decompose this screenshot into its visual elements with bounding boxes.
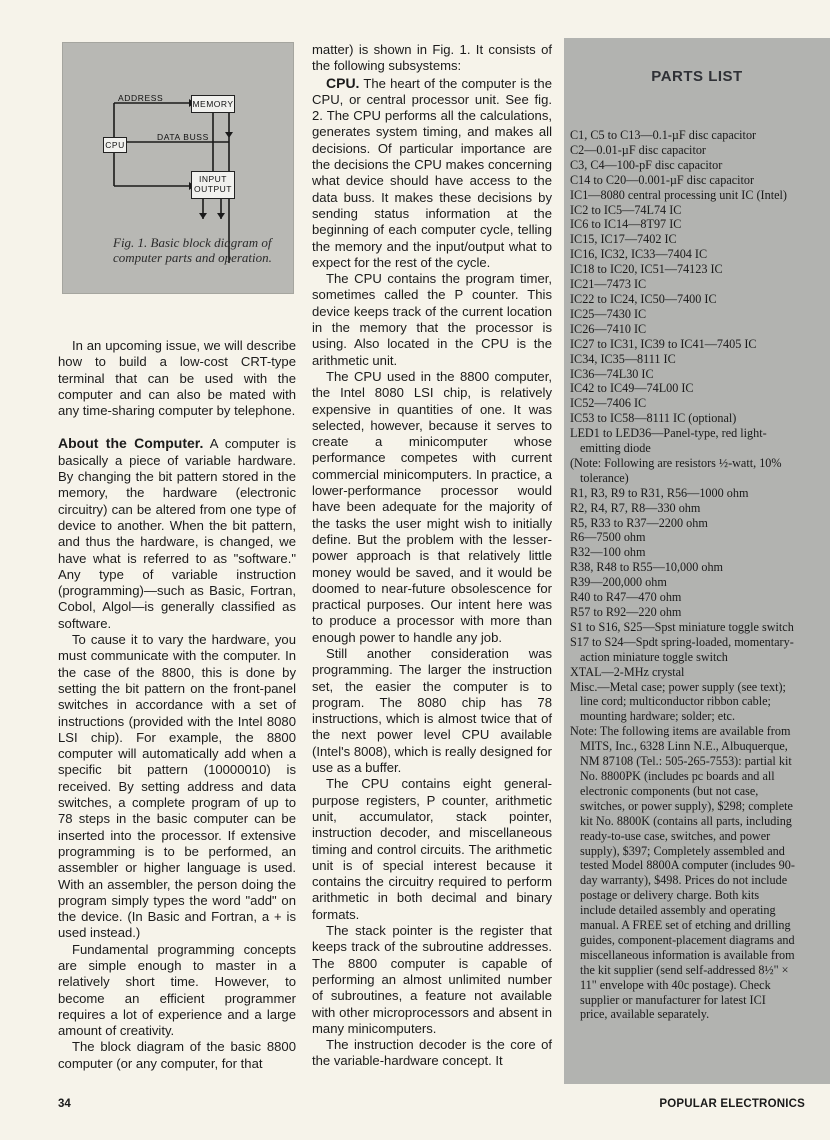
column-2 xyxy=(312,42,552,1070)
address-label: ADDRESS xyxy=(118,93,164,103)
paragraph: The block diagram of the basic 8800 computer (or any computer, for that xyxy=(58,1039,296,1071)
paragraph-text: The heart of the computer is the CPU, or central processor unit. See fig. 2. The CPU performs all the calculations, generates system timing, and makes all decisions. Of particular importance are the decisions the CPU makes concerning what device should have access to the data buss. It makes these decisions by sending status information at the beginning of each computer cycle, telling the memory and the input/output what to expect for the rest of the cycle. xyxy=(312,75,552,270)
parts-list-item: IC27 to IC31, IC39 to IC41—7405 IC xyxy=(570,336,757,351)
paragraph: Fundamental programming concepts are simple enough to master in a relatively short time. However, to become an efficient programmer requires a lot of experience and a large amount of creativity. xyxy=(58,941,296,1039)
parts-list-item: IC25—7430 IC xyxy=(570,306,647,321)
parts-list-item: IC26—7410 IC xyxy=(570,321,647,336)
parts-list-item: R57 to R92—220 ohm xyxy=(570,605,682,619)
paragraph xyxy=(312,75,552,272)
parts-list-item: R6—7500 ohm xyxy=(570,530,646,545)
parts-list-item: IC18 to IC20, IC51—74123 IC xyxy=(570,262,723,277)
paragraph: The CPU contains the program timer, sometimes called the P counter. This device keeps track of the current location in the memory that the processor is using. Also located in the CPU is the arithmetic unit. xyxy=(312,271,552,368)
input-output-box xyxy=(191,171,235,199)
parts-list-item: IC21—7473 IC xyxy=(570,277,647,292)
parts-list-item: R2, R4, R7, R8—330 ohm xyxy=(570,500,701,515)
magazine-name: POPULAR ELECTRONICS xyxy=(659,1098,805,1110)
parts-list-title: PARTS LIST xyxy=(651,68,743,85)
input-label: INPUT xyxy=(199,174,227,184)
paragraph: The CPU contains eight general-purpose registers, P counter, arithmetic unit, accumulator, stack pointer, instruction decoder, and miscellaneous timing and control circuits. The arithmetic unit is of special interest because it contains the circuitry required to perform arithmetic in both decimal and binary formats. xyxy=(312,776,552,922)
parts-list-item: R32—100 ohm xyxy=(570,545,646,560)
paragraph: matter) is shown in Fig. 1. It consists of the following subsystems: xyxy=(312,42,552,74)
parts-list-item: C2—0.01-µF disc capacitor xyxy=(570,142,706,157)
parts-list-item: R1, R3, R9 to R31, R56—1000 ohm xyxy=(570,485,749,500)
output-label: OUTPUT xyxy=(194,184,232,194)
parts-list-item: Misc.—Metal case; power supply (see text); line cord; multiconductor ribbon cable; mounting hardware; solder; etc. xyxy=(570,679,786,724)
figure-1 xyxy=(62,42,294,294)
paragraph: The CPU used in the 8800 computer, the Intel 8080 LSI chip, is relatively expensive in quantities of one. It was selected, however, because it serves to create a minicomputer whose performance competes with current commercial minicomputers. In practice, a lower-performance processor would have been adequate for the majority of the tasks the user might wish to initially define. But the problem with the lesser-power approach is that relatively little money would be saved, and it would be doomed to near-future obsolescence for practical purposes. Our intent here was to produce a processor with more than enough power to handle any job. xyxy=(312,368,552,645)
parts-list-item: IC34, IC35—8111 IC xyxy=(570,351,676,366)
figure-caption: Fig. 1. Basic block diagram of computer parts and operation. xyxy=(113,235,272,265)
parts-list-item: XTAL—2-MHz crystal xyxy=(570,664,685,679)
section-heading: CPU. xyxy=(326,74,360,91)
parts-list-item: R38, R48 to R55—10,000 ohm xyxy=(570,560,724,575)
parts-list-item: R39—200,000 ohm xyxy=(570,575,667,590)
parts-list-item: IC6 to IC14—8T97 IC xyxy=(570,217,682,232)
data-buss-label: DATA BUSS xyxy=(157,132,209,142)
parts-list-item: IC22 to IC24, IC50—7400 IC xyxy=(570,291,717,306)
parts-list-item: R40 to R47—470 ohm xyxy=(570,590,682,605)
page-number: 34 xyxy=(58,1098,71,1110)
parts-list-item: IC15, IC17—7402 IC xyxy=(570,232,677,247)
parts-list-item: S1 to S16, S25—Spst miniature toggle switch xyxy=(570,619,794,634)
paragraph: The instruction decoder is the core of the variable-hardware concept. It xyxy=(312,1037,552,1069)
parts-list-item: S17 to S24—Spdt spring-loaded, momentary-action miniature toggle switch xyxy=(570,634,794,664)
parts-list-item: C1, C5 to C13—0.1-µF disc capacitor xyxy=(570,128,757,142)
parts-list-item: LED1 to LED36—Panel-type, red light-emitting diode xyxy=(570,426,767,456)
parts-list-item: IC16, IC32, IC33—7404 IC xyxy=(570,247,708,262)
memory-box: MEMORY xyxy=(191,95,235,113)
parts-list-item: IC1—8080 central processing unit IC (Intel) xyxy=(570,187,787,202)
parts-list-item: C3, C4—100-pF disc capacitor xyxy=(570,157,723,172)
io-output-arrow-2 xyxy=(217,213,225,219)
paragraph-text: A computer is basically a piece of variable hardware. By changing the bit pattern stored in the memory, the hardware (electronic circuitry) can be altered from one type of device to another. When the bit pattern, and thus the hardware, is changed, we have what is referred to as "software." Any type of variable instruction (programming)—such as Basic, Fortran, Cobol, Algol—is generally classified as software. xyxy=(58,436,297,631)
parts-list-item: Note: The following items are available from MITS, Inc., 6328 Linn N.E., Albuquerque, NM 87108 (Tel.: 505-265-7553): partial kit No. 8800PK (includes pc boards and all electronic components (but not case, switches, or power supply), $298; complete kit No. 8800K (contains all parts, including ready-to-use case, switches, and power supply), $397; Completely assembled and tested Model 8800A computer (includes 90-day warranty), $498. Prices do not include postage or delivery charge. Both kits include detailed assembly and operating manual. A FREE set of etching and drilling guides, component-placement diagrams and miscellaneous information is available from the kit supplier (send self-addressed 8½" × 11" envelope with 40c postage). Check supplier or manufacturer for latest ICI price, available separately. xyxy=(570,724,795,1022)
paragraph xyxy=(58,435,296,632)
column-1 xyxy=(58,338,296,1072)
parts-list xyxy=(570,128,796,1022)
paragraph: To cause it to vary the hardware, you must communicate with the computer. In the case of the 8800, this is done by setting the bit pattern on the front-panel switches in accordance with a set of instructions (provided with the Intel 8080 LSI chip). For example, the 8800 computer will automatically add when a specific bit pattern (10000010) is received. By setting address and data switches, a complete program of up to 78 steps in the basic computer can be inserted into the processor. If extensive programming is to be performed, an assembler or higher language is used. With an assembler, the person doing the program simply types the word "add" on the device. (In Basic and Fortran, a + is used instead.) xyxy=(58,632,296,941)
cpu-box: CPU xyxy=(103,137,127,153)
io-output-arrow-1 xyxy=(199,213,207,219)
paragraph: The stack pointer is the register that keeps track of the subroutine addresses. The 8800 computer is capable of performing an almost unlimited number of subroutines, a feature not available with other microprocessors and absent in many minicomputers. xyxy=(312,923,552,1036)
parts-list-item: IC42 to IC49—74L00 IC xyxy=(570,381,694,396)
parts-list-item: IC52—7406 IC xyxy=(570,396,647,411)
parts-list-item: IC53 to IC58—8111 IC (optional) xyxy=(570,411,737,426)
parts-list-item: R5, R33 to R37—2200 ohm xyxy=(570,515,708,530)
parts-list-item: IC36—74L30 IC xyxy=(570,366,654,381)
paragraph: In an upcoming issue, we will describe how to build a low-cost CRT-type terminal that can be used with the computer and can also be mated with any time-sharing computer by telephone. xyxy=(58,338,296,419)
section-heading: About the Computer. xyxy=(58,435,204,452)
parts-list-item: IC2 to IC5—74L74 IC xyxy=(570,202,682,217)
parts-list-box xyxy=(564,38,830,1084)
parts-list-item: C14 to C20—0.001-µF disc capacitor xyxy=(570,172,755,187)
paragraph: Still another consideration was programming. The larger the instruction set, the easier the computer is to program. The 8080 chip has 78 instructions, which is almost twice that of the next power level CPU available (Intel's 8008), which is really designed for use as a buffer. xyxy=(312,645,552,776)
data-buss-arrow-up xyxy=(225,132,233,138)
parts-list-item: (Note: Following are resistors ½-watt, 10% tolerance) xyxy=(570,455,782,485)
